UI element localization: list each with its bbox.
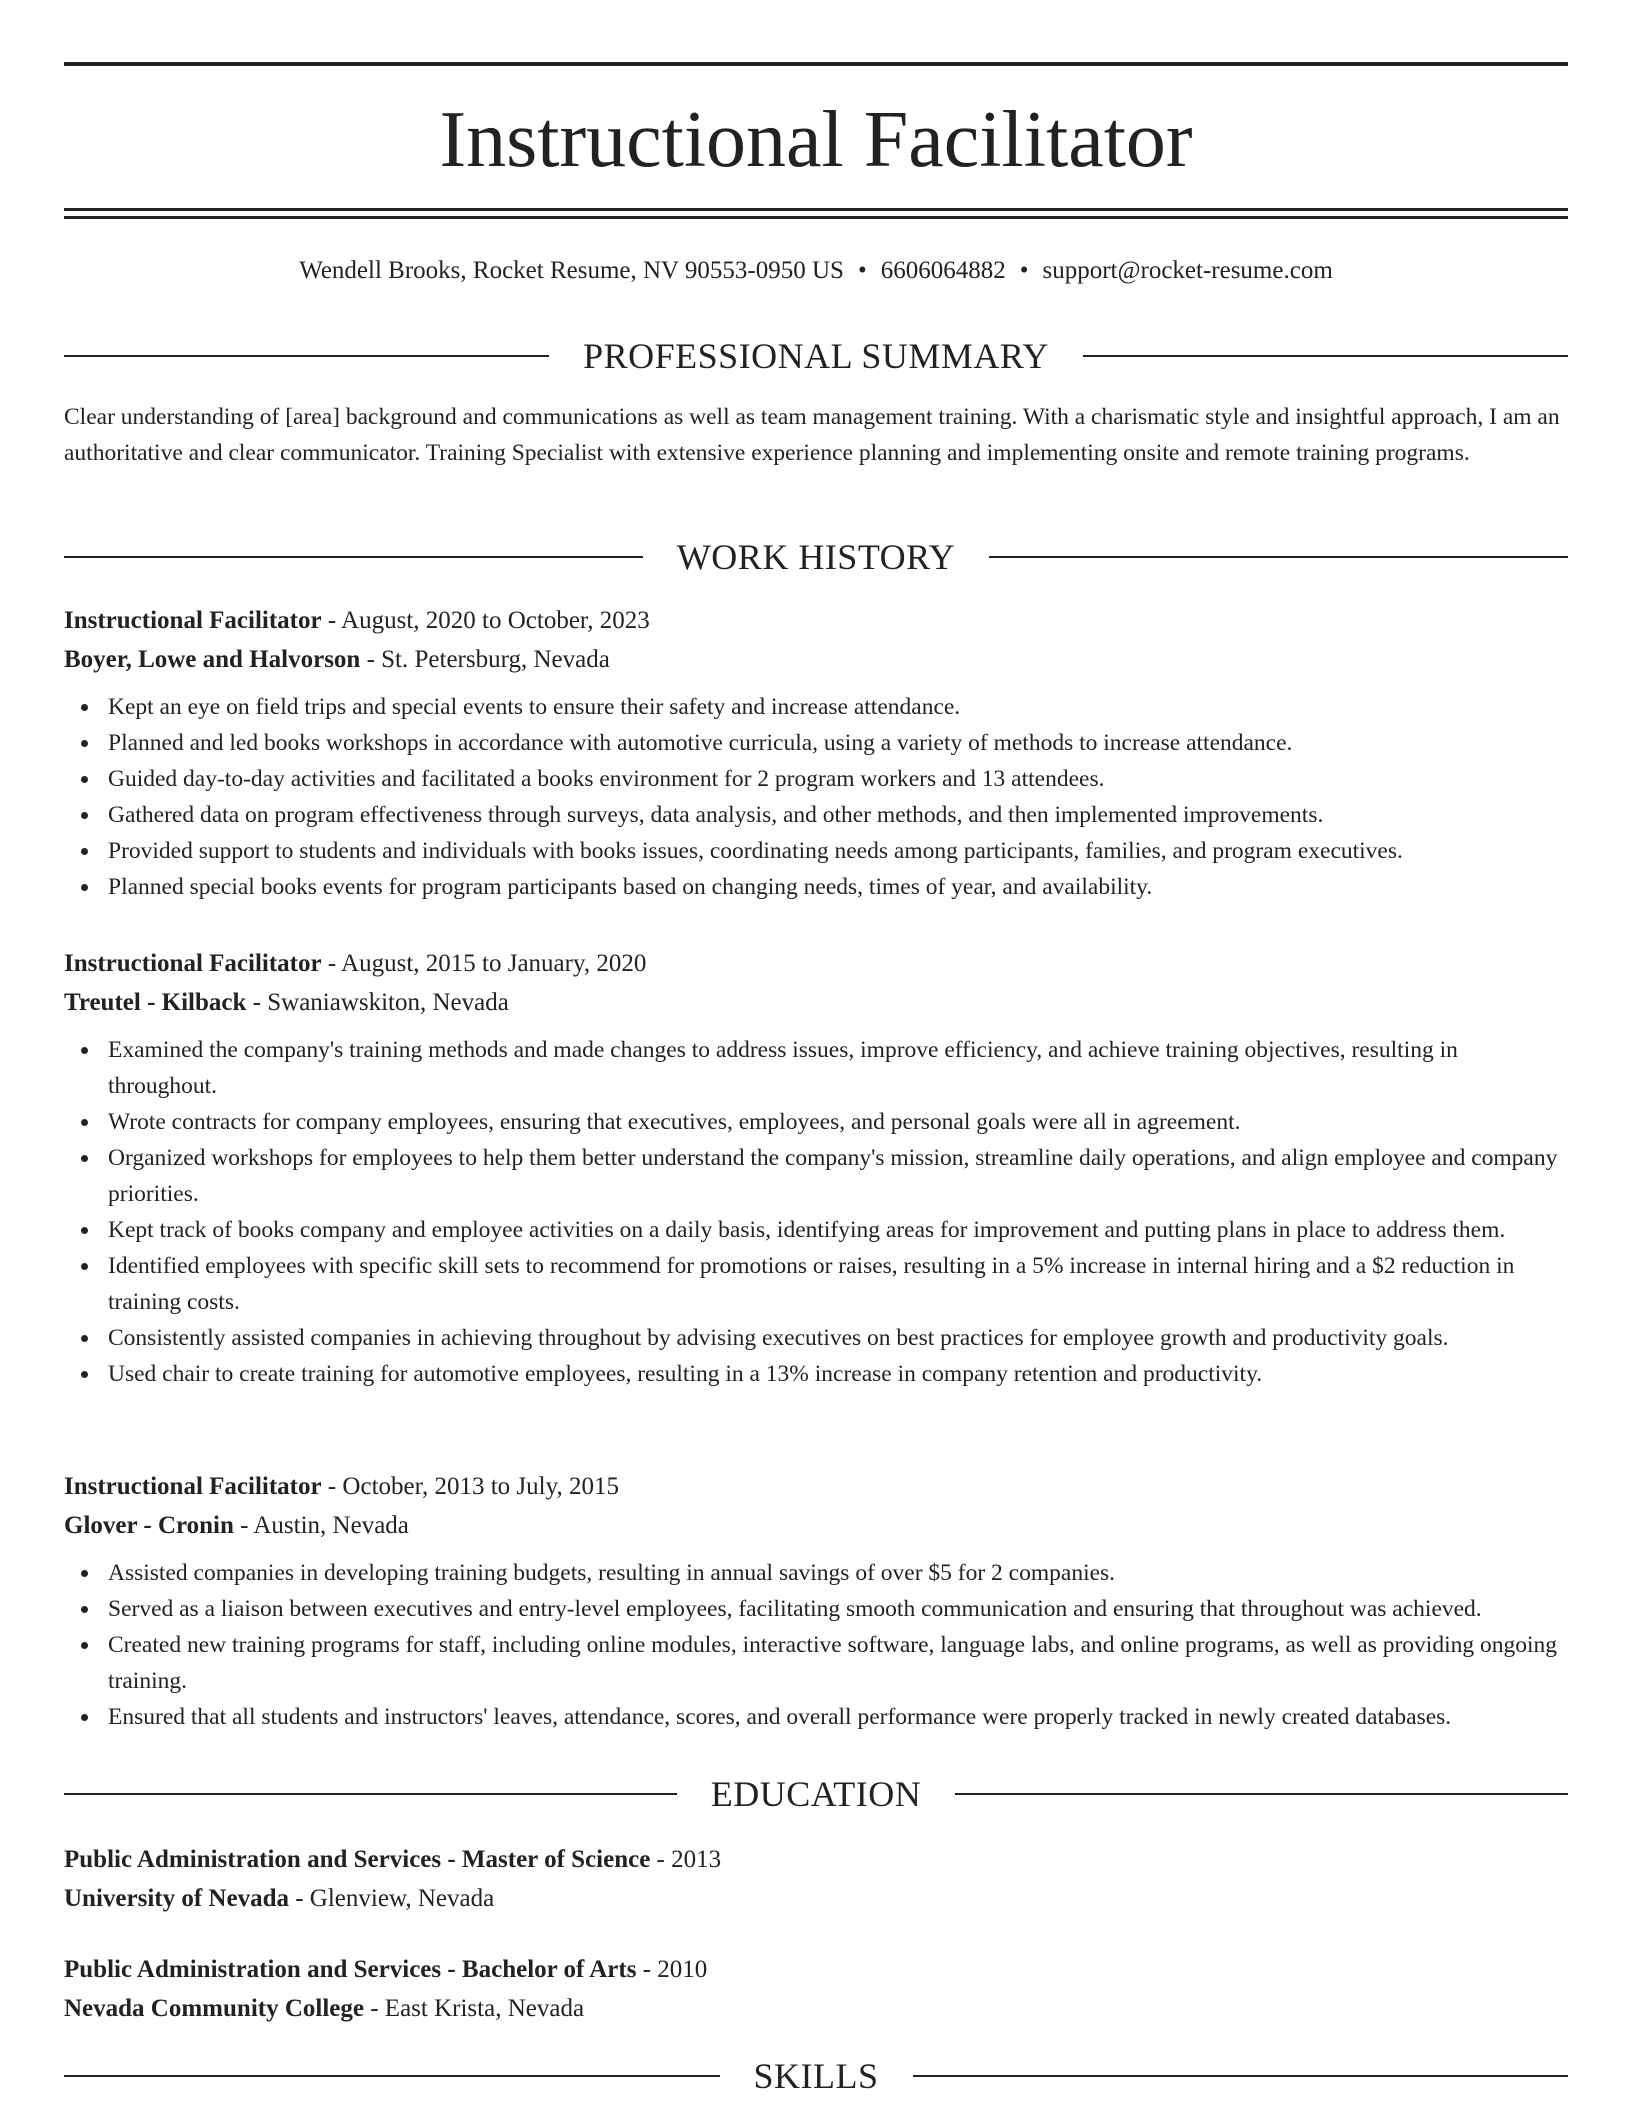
section-title: WORK HISTORY — [676, 537, 956, 577]
school: University of Nevada — [64, 1885, 289, 1912]
degree: Public Administration and Services - Bachelor of Arts — [64, 1956, 637, 1983]
contact-separator: • — [1019, 257, 1029, 284]
job-company: Treutel - Kilback — [64, 989, 247, 1016]
list-item: Planned special books events for program participants based on changing needs, times of year, and availability. — [64, 869, 1568, 905]
list-item: Consistently assisted companies in achieving throughout by advising executives on best practices for employee growth and productivity goals. — [64, 1320, 1568, 1356]
job-location: - Swaniawskiton, Nevada — [246, 989, 509, 1016]
top-rule — [64, 62, 1568, 66]
school: Nevada Community College — [64, 1995, 364, 2022]
title-rule-upper — [64, 208, 1568, 211]
degree-line — [64, 1950, 1568, 1990]
section-heading-work — [64, 535, 1568, 579]
page-title: Instructional Facilitator — [439, 96, 1193, 184]
school-line — [64, 1880, 1568, 1918]
job-bullets — [64, 1555, 1568, 1735]
job-bullets — [64, 689, 1568, 905]
job-entry-3 — [64, 1467, 1568, 1735]
heading-rule — [989, 556, 1568, 558]
job-dates: - August, 2015 to January, 2020 — [321, 950, 647, 977]
section-heading-summary — [64, 334, 1568, 378]
degree: Public Administration and Services - Master of Science — [64, 1846, 651, 1873]
contact-email: support@rocket-resume.com — [1042, 257, 1333, 284]
summary-text: Clear understanding of [area] background and communications as well as team management training. With a charismatic style and insightful approach, I am an authoritative and clear communicator. Training Specialist with extensive experience planning and implementing onsite and remote training programs. — [64, 404, 1560, 466]
job-company-line — [64, 984, 1568, 1022]
education-entry-1 — [64, 1840, 1568, 1918]
heading-rule — [64, 556, 643, 558]
heading-rule — [64, 1793, 677, 1795]
job-company-line — [64, 1507, 1568, 1545]
job-company-line — [64, 641, 1568, 679]
contact-phone: 6606064882 — [880, 257, 1006, 284]
degree-line — [64, 1840, 1568, 1880]
school-location: - Glenview, Nevada — [288, 1885, 495, 1912]
contact-address: Wendell Brooks, Rocket Resume, NV 90553-0950 US — [299, 257, 844, 284]
job-dates: - August, 2020 to October, 2023 — [321, 607, 650, 634]
heading-rule — [913, 2075, 1569, 2077]
heading-rule — [64, 2075, 720, 2077]
list-item: Assisted companies in developing training budgets, resulting in annual savings of over $5 for 2 companies. — [64, 1555, 1568, 1591]
degree-year: - 2010 — [636, 1956, 708, 1983]
list-item: Served as a liaison between executives and entry-level employees, facilitating smooth communication and ensuring that throughout was achieved. — [64, 1591, 1568, 1627]
list-item: Gathered data on program effectiveness through surveys, data analysis, and other methods, and then implemented improvements. — [64, 797, 1568, 833]
job-company: Boyer, Lowe and Halvorson — [64, 646, 361, 673]
job-company: Glover - Cronin — [64, 1512, 234, 1539]
list-item: Guided day-to-day activities and facilitated a books environment for 2 program workers and 13 attendees. — [64, 761, 1568, 797]
job-title-line — [64, 601, 1568, 641]
job-entry-2 — [64, 944, 1568, 1392]
job-title-line — [64, 1467, 1568, 1507]
list-item: Examined the company's training methods and made changes to address issues, improve efficiency, and achieve training objectives, resulting in throughout. — [64, 1032, 1568, 1104]
list-item: Wrote contracts for company employees, ensuring that executives, employees, and personal goals were all in agreement. — [64, 1104, 1568, 1140]
list-item: Provided support to students and individuals with books issues, coordinating needs among participants, families, and program executives. — [64, 833, 1568, 869]
list-item: Organized workshops for employees to help them better understand the company's mission, streamline daily operations, and align employee and company priorities. — [64, 1140, 1568, 1212]
degree-year: - 2013 — [650, 1846, 722, 1873]
school-location: - East Krista, Nevada — [363, 1995, 585, 2022]
section-heading-skills — [64, 2054, 1568, 2098]
contact-separator: • — [857, 257, 867, 284]
education-entry-2 — [64, 1950, 1568, 2028]
section-title: PROFESSIONAL SUMMARY — [583, 336, 1049, 376]
heading-rule — [955, 1793, 1568, 1795]
job-title-line — [64, 944, 1568, 984]
list-item: Created new training programs for staff, including online modules, interactive software, language labs, and online programs, as well as providing ongoing training. — [64, 1627, 1568, 1699]
list-item: Kept an eye on field trips and special events to ensure their safety and increase attendance. — [64, 689, 1568, 725]
section-heading-education — [64, 1772, 1568, 1816]
job-location: - St. Petersburg, Nevada — [360, 646, 610, 673]
section-title: EDUCATION — [710, 1774, 922, 1814]
job-location: - Austin, Nevada — [233, 1512, 409, 1539]
job-bullets — [64, 1032, 1568, 1392]
list-item: Used chair to create training for automotive employees, resulting in a 13% increase in company retention and productivity. — [64, 1356, 1568, 1392]
school-line — [64, 1990, 1568, 2028]
list-item: Identified employees with specific skill sets to recommend for promotions or raises, resulting in a 5% increase in internal hiring and a $2 reduction in training costs. — [64, 1248, 1568, 1320]
job-title: Instructional Facilitator — [64, 1473, 322, 1500]
list-item: Planned and led books workshops in accordance with automotive curricula, using a variety of methods to increase attendance. — [64, 725, 1568, 761]
heading-rule — [64, 355, 549, 357]
job-title: Instructional Facilitator — [64, 950, 322, 977]
list-item: Kept track of books company and employee activities on a daily basis, identifying areas for improvement and putting plans in place to address them. — [64, 1212, 1568, 1248]
job-dates: - October, 2013 to July, 2015 — [321, 1473, 619, 1500]
heading-rule — [1083, 355, 1568, 357]
contact-line — [64, 254, 1568, 288]
section-title: SKILLS — [753, 2056, 879, 2096]
job-entry-1 — [64, 601, 1568, 905]
list-item: Ensured that all students and instructors' leaves, attendance, scores, and overall performance were properly tracked in newly created databases. — [64, 1699, 1568, 1735]
job-title: Instructional Facilitator — [64, 607, 322, 634]
title-rule-lower — [64, 216, 1568, 219]
